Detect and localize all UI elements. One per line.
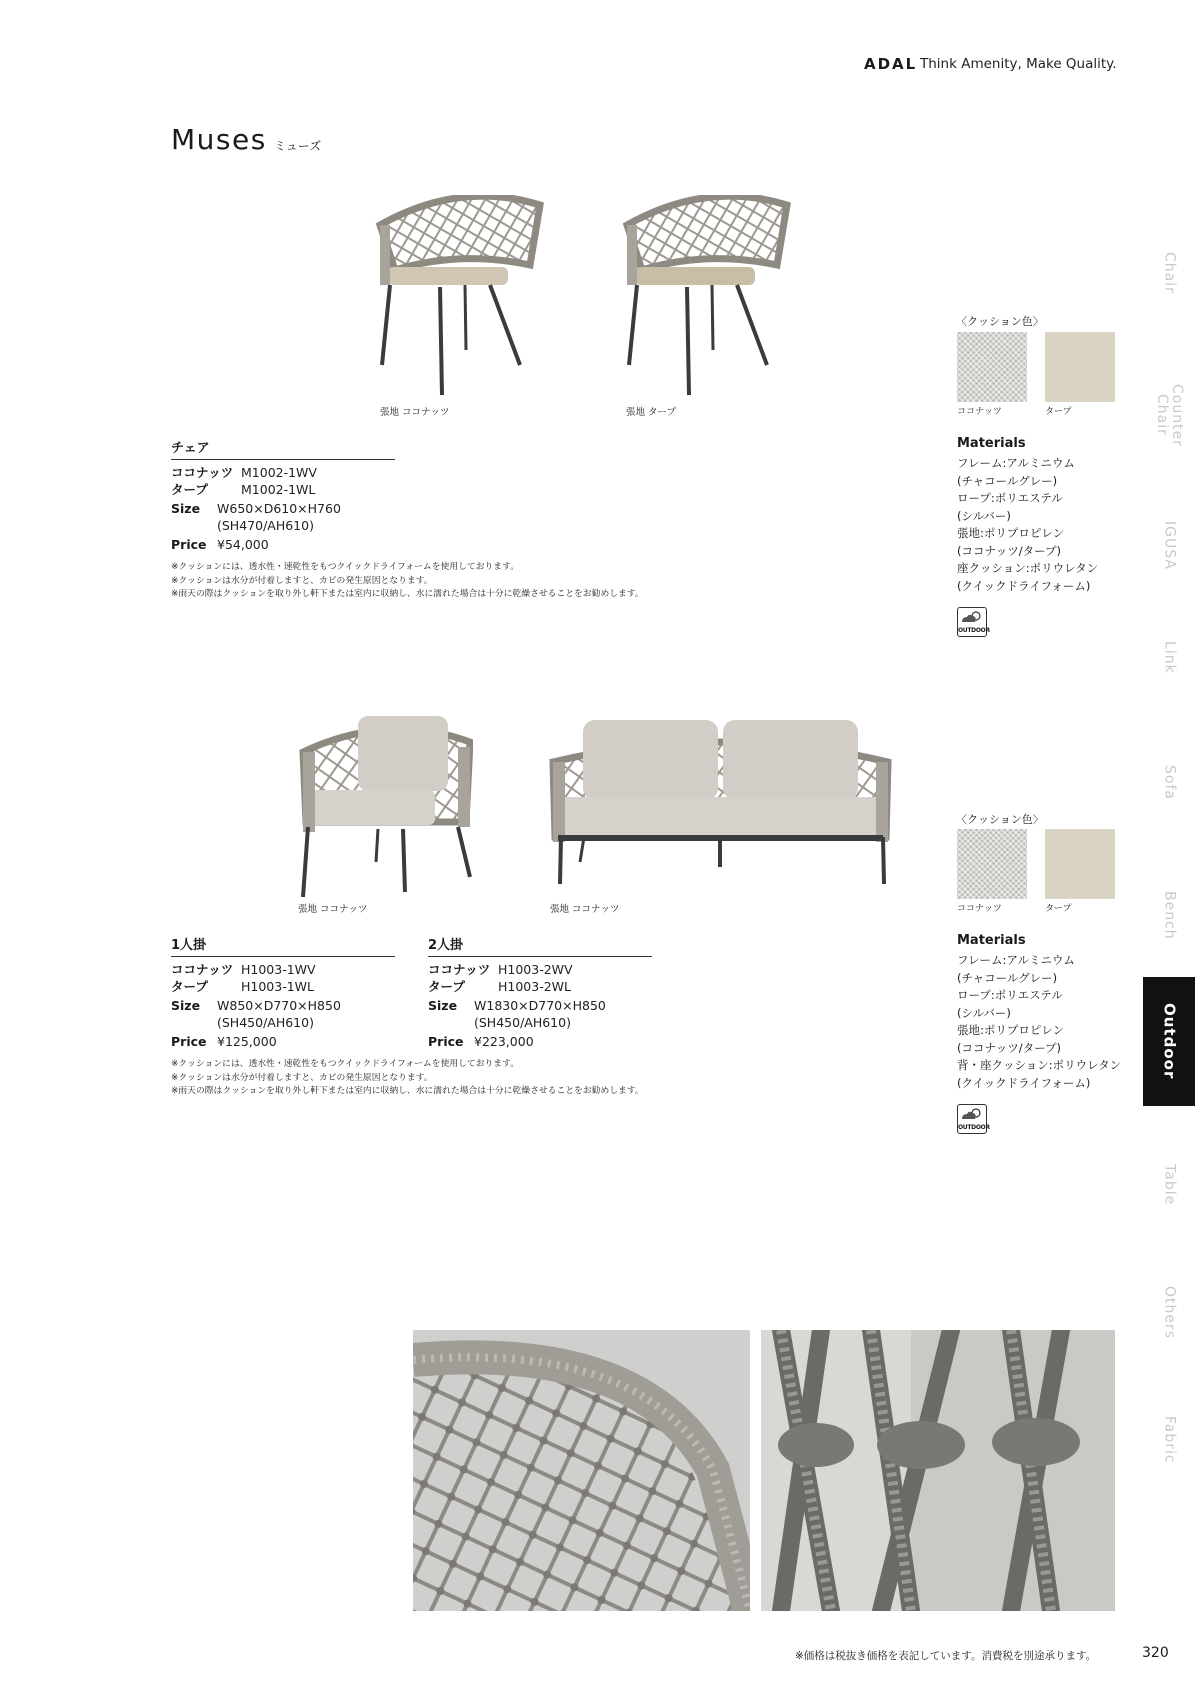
swatch-coconut — [957, 829, 1027, 899]
spec-value: W650×D610×H760 — [217, 501, 341, 516]
chair-photo-taupe — [617, 195, 797, 395]
materials-line: (クイックドライフォーム) — [957, 1075, 1091, 1090]
spec-row — [171, 464, 395, 481]
chair-notes — [171, 561, 644, 602]
materials-line: 張地:ポリプロピレン — [957, 526, 1065, 540]
spec-key: Size — [171, 998, 201, 1013]
materials-list — [957, 952, 1121, 1092]
note-line: ※雨天の際はクッションを取り外し軒下または室内に収納し、水に濡れた場合は十分に乾燥させることをお勧めします。 — [171, 589, 644, 599]
side-tab-label: Bench — [1161, 890, 1178, 940]
materials-line: ロープ:ポリエステル — [957, 988, 1063, 1002]
two-seat-sofa-photo — [548, 712, 893, 887]
page-number: 320 — [1142, 1645, 1169, 1661]
spec-key: Price — [171, 537, 207, 552]
materials-line: (チャコールグレー) — [957, 970, 1058, 985]
price-footnote: ※価格は税抜き価格を表記しています。消費税を別途承ります。 — [795, 1650, 1097, 1662]
side-tab-outdoor[interactable] — [1143, 977, 1195, 1106]
side-tab-fabric[interactable] — [1143, 1395, 1195, 1485]
spec-row — [171, 536, 395, 553]
materials-line: (チャコールグレー) — [957, 473, 1058, 488]
materials-title: Materials — [957, 933, 1026, 948]
page-title-kana: ミューズ — [274, 139, 322, 153]
spec-key: ココナッツ — [171, 962, 234, 977]
brand-logo: ADAL — [864, 55, 918, 73]
side-tab-chair[interactable] — [1143, 225, 1195, 320]
spec-value: H1003-2WL — [498, 979, 571, 994]
materials-line: (ココナッツ/タープ) — [957, 543, 1062, 558]
spec-key: ココナッツ — [171, 465, 234, 480]
photo-caption: 張地 タープ — [626, 407, 677, 418]
materials-line: ロープ:ポリエステル — [957, 491, 1063, 505]
spec-row — [171, 517, 395, 534]
spec-row — [428, 978, 652, 995]
cushion-color-label: 〈クッション色〉 — [956, 315, 1044, 328]
spec-value: M1002-1WV — [241, 465, 317, 480]
side-tab-label: Table — [1161, 1164, 1178, 1206]
side-tab-link[interactable] — [1143, 625, 1195, 690]
rope-knot-closeup-photo — [761, 1330, 1115, 1611]
spec-key: Price — [428, 1034, 464, 1049]
spec-key: Size — [171, 501, 201, 516]
spec-title: チェア — [171, 437, 395, 460]
spec-row — [171, 481, 395, 498]
side-tab-label: IGUSA — [1161, 520, 1178, 570]
note-line: ※クッションは水分が付着しますと、カビの発生原因となります。 — [171, 575, 433, 586]
materials-line: (ココナッツ/タープ) — [957, 1040, 1062, 1055]
swatch-taupe — [1045, 829, 1115, 899]
swatch-caption: タープ — [1045, 904, 1072, 914]
spec-title: 2人掛 — [428, 934, 652, 957]
outdoor-badge-icon — [957, 607, 990, 637]
side-tab-label: Others — [1161, 1285, 1178, 1340]
one-seat-spec-block — [171, 934, 395, 1050]
spec-row — [428, 997, 652, 1014]
materials-line: (クイックドライフォーム) — [957, 578, 1091, 593]
side-tab-sofa[interactable] — [1143, 745, 1195, 820]
spec-value: W1830×D770×H850 — [474, 998, 606, 1013]
spec-key: Size — [428, 998, 458, 1013]
photo-caption: 張地 ココナッツ — [380, 407, 450, 418]
spec-title: 1人掛 — [171, 934, 395, 957]
materials-title: Materials — [957, 436, 1026, 451]
swatch-coconut — [957, 332, 1027, 402]
spec-value: H1003-1WV — [241, 962, 316, 977]
swatch-taupe — [1045, 332, 1115, 402]
rope-weave-closeup-photo — [413, 1330, 750, 1611]
spec-value: H1003-2WV — [498, 962, 573, 977]
spec-row — [171, 1033, 395, 1050]
materials-line: 座クッション:ポリウレタン — [957, 561, 1099, 575]
spec-key: Price — [171, 1034, 207, 1049]
spec-value: M1002-1WL — [241, 482, 316, 497]
side-tab-label: Sofa — [1161, 765, 1178, 800]
spec-row — [428, 1014, 652, 1031]
spec-row — [428, 1033, 652, 1050]
spec-row — [171, 978, 395, 995]
spec-value-sub: (SH470/AH610) — [217, 518, 314, 533]
spec-row — [428, 961, 652, 978]
outdoor-badge-icon — [957, 1104, 990, 1134]
price-value: ¥54,000 — [217, 537, 269, 552]
materials-line: 張地:ポリプロピレン — [957, 1023, 1065, 1037]
side-tab-others[interactable] — [1143, 1265, 1195, 1360]
spec-value-sub: (SH450/AH610) — [474, 1015, 571, 1030]
materials-line: フレーム:アルミニウム — [957, 953, 1075, 967]
two-seat-spec-block — [428, 934, 652, 1050]
spec-key: ココナッツ — [428, 962, 491, 977]
materials-list — [957, 455, 1098, 595]
note-line: ※クッションには、透水性・速乾性をもつクイックドライフォームを使用しております。 — [171, 562, 519, 572]
spec-row — [171, 961, 395, 978]
side-tab-label: Fabric — [1161, 1416, 1178, 1464]
chair-spec-block — [171, 437, 395, 553]
swatch-caption: タープ — [1045, 407, 1072, 417]
spec-key: タープ — [171, 482, 208, 497]
price-value: ¥223,000 — [474, 1034, 534, 1049]
materials-line: (シルバー) — [957, 1005, 1011, 1020]
one-seat-sofa-photo — [298, 712, 473, 897]
spec-value-sub: (SH450/AH610) — [217, 1015, 314, 1030]
spec-row — [171, 997, 395, 1014]
swatch-caption: ココナッツ — [957, 904, 1002, 914]
note-line: ※クッションは水分が付着しますと、カビの発生原因となります。 — [171, 1072, 433, 1083]
side-tab-label: Counter Chair — [1154, 383, 1185, 447]
cushion-color-label: 〈クッション色〉 — [956, 813, 1044, 826]
side-tab-label: Outdoor — [1160, 1003, 1179, 1080]
spec-value: W850×D770×H850 — [217, 998, 341, 1013]
chair-photo-coconut — [370, 195, 550, 395]
price-value: ¥125,000 — [217, 1034, 277, 1049]
sofa-notes — [171, 1058, 644, 1099]
note-line: ※雨天の際はクッションを取り外し軒下または室内に収納し、水に濡れた場合は十分に乾燥させることをお勧めします。 — [171, 1086, 644, 1096]
badge-text: OUTDOOR — [958, 1124, 990, 1131]
materials-line: 背・座クッション:ポリウレタン — [957, 1058, 1122, 1072]
side-tab-igusa[interactable] — [1143, 490, 1195, 600]
brand-tagline: Think Amenity, Make Quality. — [920, 56, 1117, 72]
side-tab-label: Link — [1161, 641, 1178, 674]
note-line: ※クッションには、透水性・速乾性をもつクイックドライフォームを使用しております。 — [171, 1059, 519, 1069]
swatch-caption: ココナッツ — [957, 407, 1002, 417]
side-tab-bench[interactable] — [1143, 875, 1195, 955]
spec-row — [171, 1014, 395, 1031]
side-tab-counter-chair[interactable] — [1143, 350, 1195, 480]
badge-text: OUTDOOR — [958, 627, 990, 634]
photo-caption: 張地 ココナッツ — [550, 904, 620, 915]
page-title: Muses — [171, 123, 267, 156]
side-tab-label: Chair — [1161, 251, 1178, 294]
materials-line: (シルバー) — [957, 508, 1011, 523]
photo-caption: 張地 ココナッツ — [298, 904, 368, 915]
spec-row — [171, 500, 395, 517]
spec-key: タープ — [428, 979, 465, 994]
spec-key: タープ — [171, 979, 208, 994]
spec-value: H1003-1WL — [241, 979, 314, 994]
materials-line: フレーム:アルミニウム — [957, 456, 1075, 470]
side-tab-table[interactable] — [1143, 1140, 1195, 1230]
